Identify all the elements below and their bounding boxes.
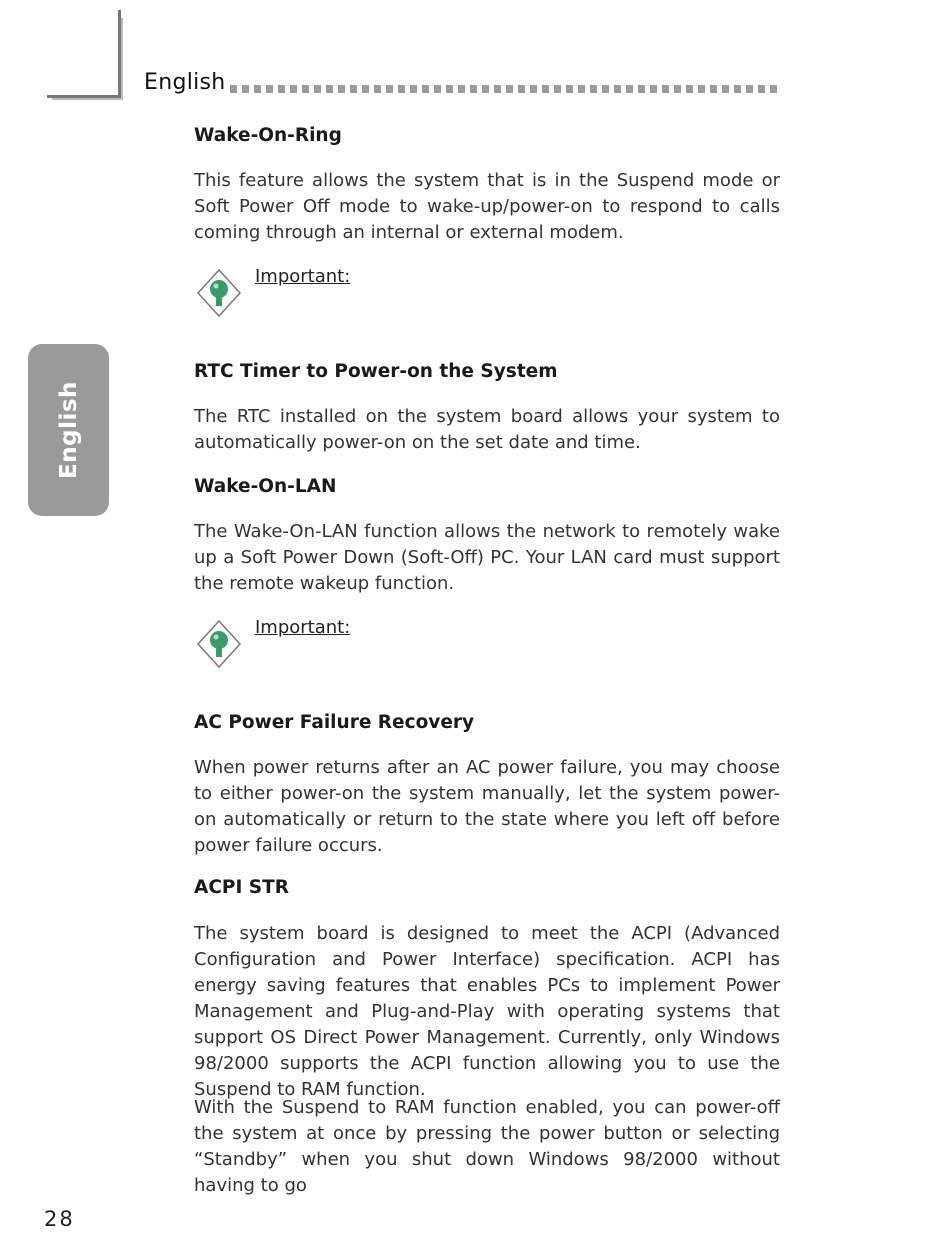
header-dotted-rule [230,85,780,93]
lightbulb-diamond-icon [194,617,246,669]
section-body [194,519,780,597]
section-body [194,404,780,456]
side-language-tab [28,344,109,516]
important-label: Important: [255,617,351,638]
section-body [194,168,780,246]
section-heading: Wake-On-Ring [194,125,342,146]
important-note [194,617,494,667]
paragraph: The system board is designed to meet the ACPI (Advanced Configuration and Power Interface) specification. ACPI has energy saving features that enables PCs to implement Power Management and Plug-and-Play with operating systems that support OS Direct Power Management. Currently, only Windows 98/2000 supports the ACPI function allowing you to use the Suspend to RAM function. [194,923,780,1100]
lightbulb-diamond-icon [194,266,246,318]
important-note [194,266,494,316]
paragraph: When power returns after an AC power failure, you may choose to either power-on the system manually, let the system power-on automatically or return to the state where you left off before power failure occurs. [194,757,780,856]
section-wake-on-lan [194,476,780,497]
section-body [194,1095,780,1199]
header-title: English [144,70,226,95]
section-heading: Wake-On-LAN [194,476,337,497]
section-heading: RTC Timer to Power-on the System [194,361,558,382]
section-body [194,755,780,859]
section-heading: AC Power Failure Recovery [194,712,475,733]
paragraph: The RTC installed on the system board allows your system to automatically power-on on the set date and time. [194,406,780,453]
side-tab-label: English [55,381,82,479]
section-body [194,921,780,1103]
section-ac-power-failure [194,712,780,733]
page-number: 28 [44,1207,75,1231]
paragraph: The Wake-On-LAN function allows the network to remotely wake up a Soft Power Down (Soft-Off) PC. Your LAN card must support the remote wakeup function. [194,521,780,594]
section-wake-on-ring [194,125,780,146]
section-heading: ACPI STR [194,877,289,898]
section-rtc-timer [194,361,780,382]
section-acpi-str [194,877,780,898]
important-label: Important: [255,266,351,287]
paragraph: This feature allows the system that is in the Suspend mode or Soft Power Off mode to wake-up/power-on to respond to calls coming through an internal or external modem. [194,170,780,243]
paragraph: With the Suspend to RAM function enabled, you can power-off the system at once by pressing the power button or selecting “Standby” when you shut down Windows 98/2000 without having to go [194,1097,780,1196]
